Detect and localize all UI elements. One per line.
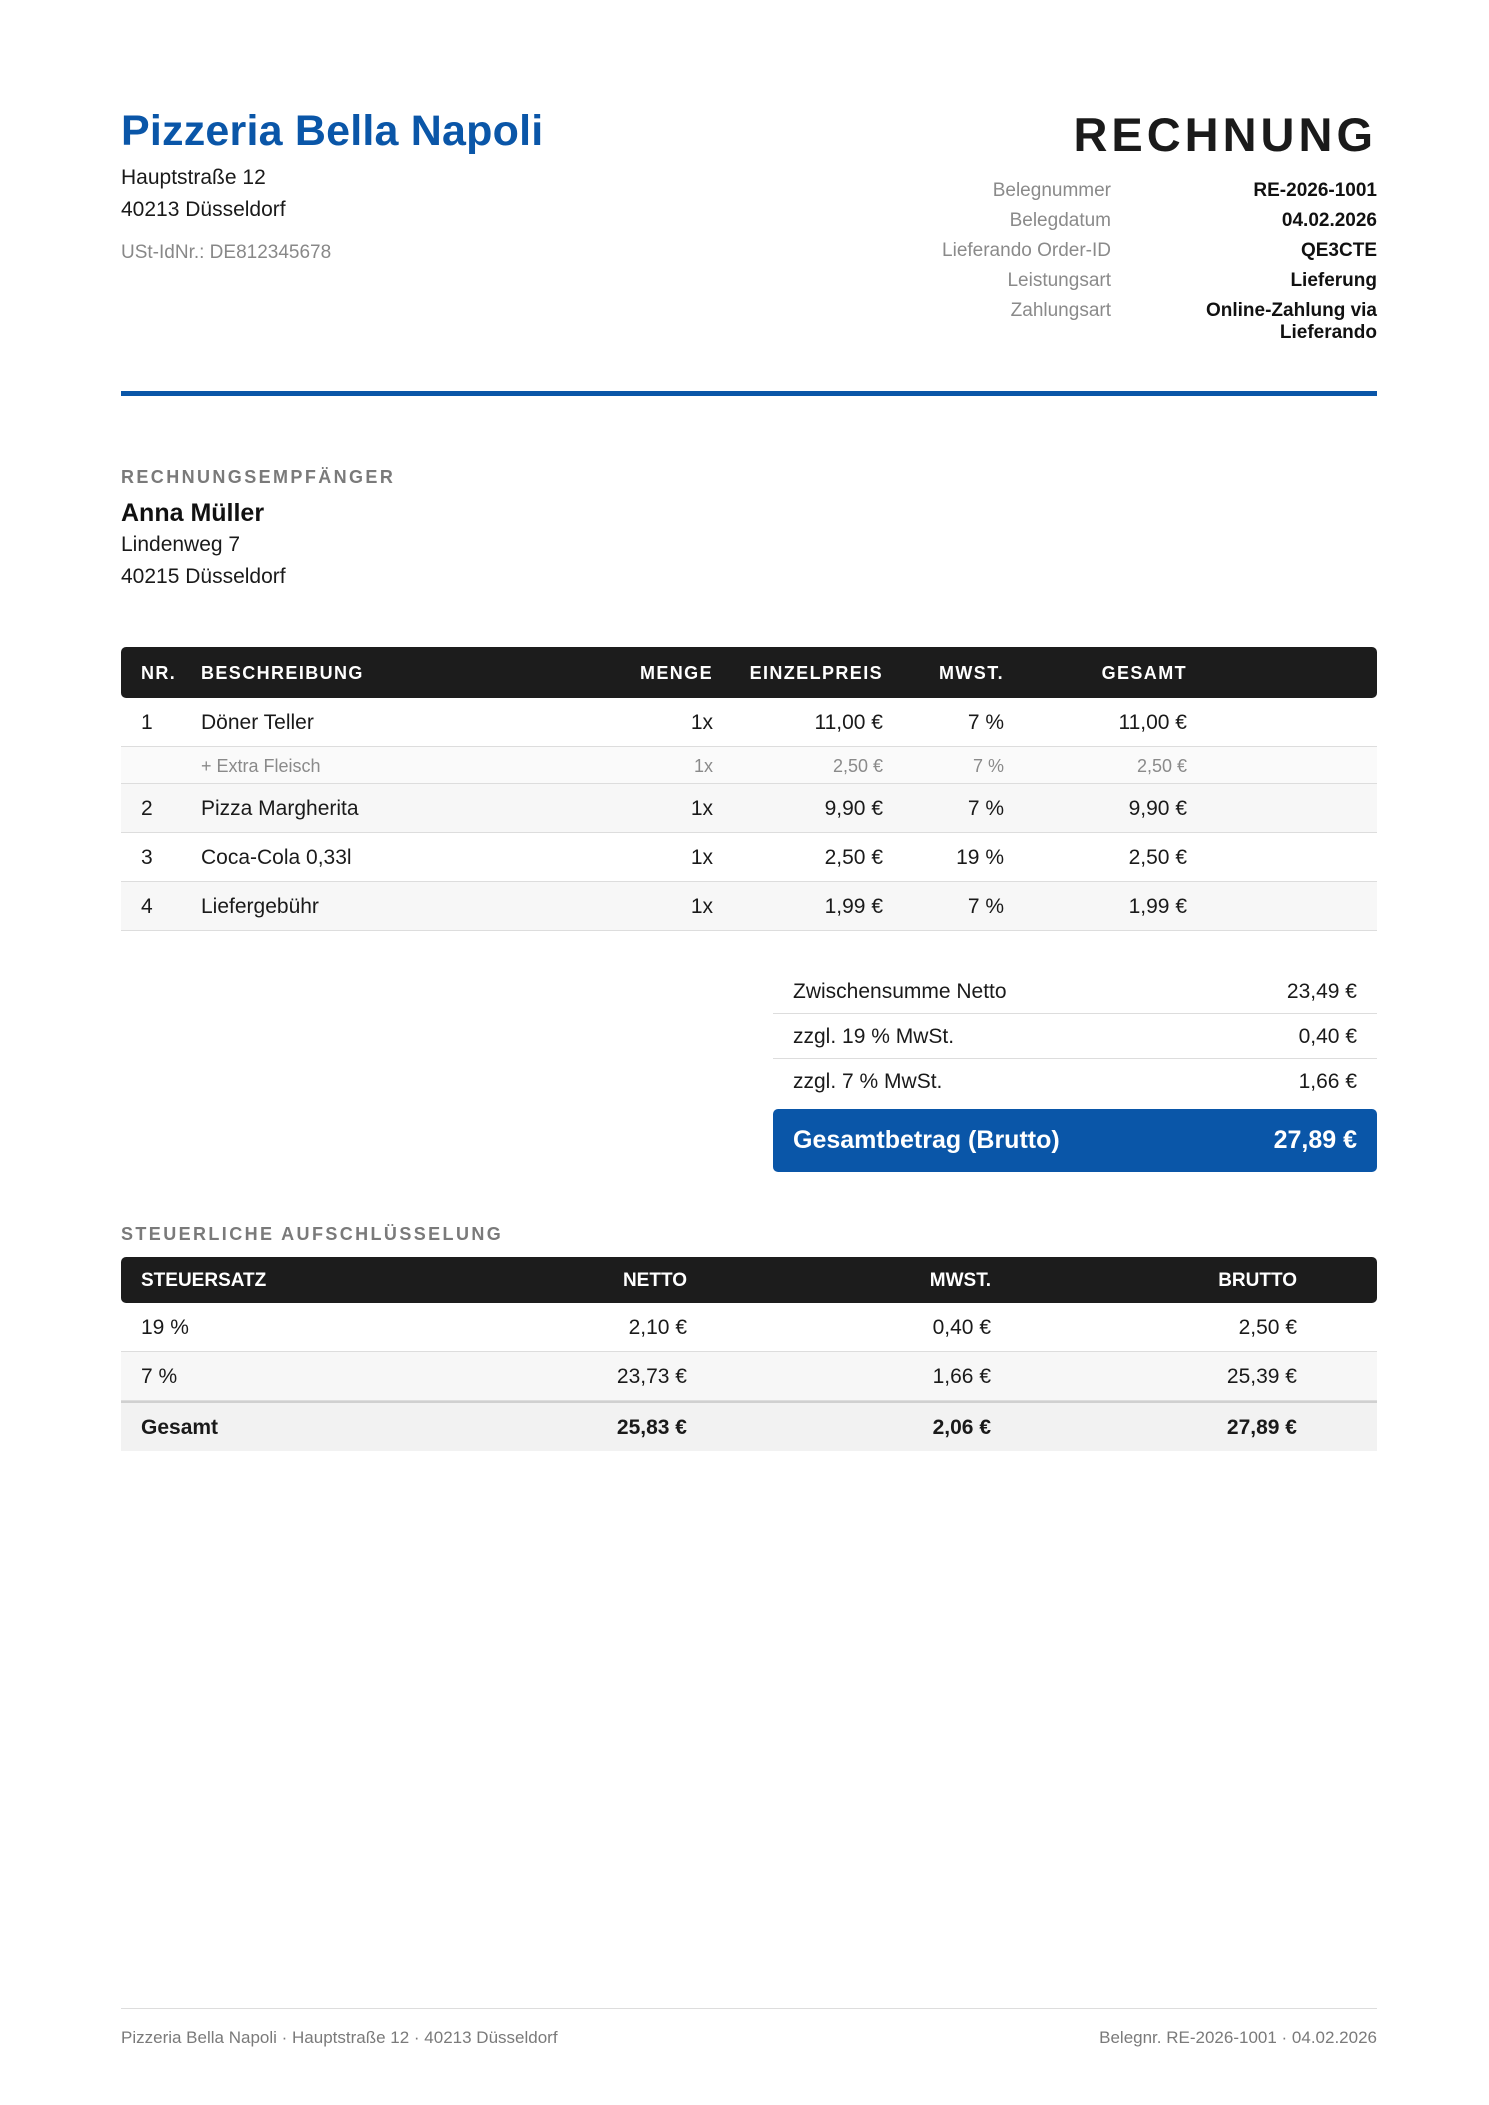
meta-value: Lieferung <box>1290 270 1377 291</box>
item-description: Döner Teller <box>201 711 314 734</box>
company-vat-id: USt-IdNr.: DE812345678 <box>121 242 332 263</box>
item-description: Pizza Margherita <box>201 797 359 820</box>
tax-total-row <box>121 1401 1377 1451</box>
item-vat-rate: 7 % <box>967 895 1004 918</box>
item-nr: 2 <box>141 797 153 820</box>
tax-vat: 1,66 € <box>932 1365 991 1388</box>
tax-table-header <box>121 1257 1377 1303</box>
header-quantity: MENGE <box>639 663 713 683</box>
item-quantity: 1x <box>690 895 713 918</box>
table-row <box>121 1303 1377 1352</box>
footer-company: Pizzeria Bella Napoli · Hauptstraße 12 · 40213 Düsseldorf <box>121 2028 558 2047</box>
item-nr: 1 <box>141 711 153 734</box>
document-title: RECHNUNG <box>1073 108 1377 161</box>
header-vat: MWST. <box>929 1270 991 1291</box>
item-unit-price: 2,50 € <box>824 846 883 869</box>
header-tax-rate: STEUERSATZ <box>141 1270 267 1291</box>
meta-value: 04.02.2026 <box>1281 210 1377 231</box>
tax-gross: 25,39 € <box>1226 1365 1297 1388</box>
item-nr: 4 <box>141 895 153 918</box>
item-description: + Extra Fleisch <box>201 756 321 776</box>
totals-row <box>773 969 1377 1014</box>
tax-vat: 0,40 € <box>932 1316 991 1339</box>
header-divider <box>121 391 1377 396</box>
meta-row <box>880 240 1377 262</box>
item-total: 2,50 € <box>1128 846 1187 869</box>
item-quantity: 1x <box>690 797 713 820</box>
items-table <box>121 647 1377 931</box>
item-unit-price: 9,90 € <box>824 797 883 820</box>
item-total: 9,90 € <box>1128 797 1187 820</box>
tax-total-label: Gesamt <box>141 1416 219 1439</box>
grand-total-value: 27,89 € <box>1273 1126 1357 1154</box>
tax-gross: 2,50 € <box>1238 1316 1297 1339</box>
header-gross: BRUTTO <box>1218 1270 1297 1291</box>
item-nr: 3 <box>141 846 153 869</box>
item-quantity: 1x <box>690 711 713 734</box>
header-net: NETTO <box>622 1270 687 1291</box>
meta-label: Belegnummer <box>992 180 1111 201</box>
tax-total-net: 25,83 € <box>616 1416 687 1439</box>
totals-row <box>773 1059 1377 1104</box>
table-row <box>121 1352 1377 1401</box>
tax-net: 2,10 € <box>628 1316 687 1339</box>
grand-total-box <box>773 1109 1377 1172</box>
item-unit-price: 2,50 € <box>832 756 883 776</box>
meta-value: QE3CTE <box>1300 240 1377 261</box>
item-vat-rate: 7 % <box>967 797 1004 820</box>
table-row <box>121 833 1377 882</box>
header-description: BESCHREIBUNG <box>201 663 364 683</box>
totals-label: zzgl. 7 % MwSt. <box>793 1070 943 1093</box>
tax-rate: 7 % <box>141 1365 178 1388</box>
totals-block <box>773 969 1377 1104</box>
company-name: Pizzeria Bella Napoli <box>121 107 544 155</box>
tax-section-label: STEUERLICHE AUFSCHLÜSSELUNG <box>121 1224 504 1244</box>
company-street: Hauptstraße 12 <box>121 166 266 189</box>
meta-row <box>880 270 1377 292</box>
item-vat-rate: 7 % <box>967 711 1004 734</box>
item-vat-rate: 19 % <box>956 846 1004 869</box>
tax-table <box>121 1257 1377 1451</box>
recipient-name: Anna Müller <box>121 499 265 527</box>
totals-value: 0,40 € <box>1298 1025 1357 1048</box>
company-city: 40213 Düsseldorf <box>121 198 286 221</box>
grand-total-label: Gesamtbetrag (Brutto) <box>793 1126 1060 1154</box>
header-unit-price: EINZELPREIS <box>749 663 883 683</box>
item-total: 11,00 € <box>1118 711 1187 734</box>
meta-row <box>880 300 1377 344</box>
table-row <box>121 698 1377 747</box>
meta-row <box>880 180 1377 202</box>
item-unit-price: 1,99 € <box>824 895 883 918</box>
totals-row <box>773 1014 1377 1059</box>
meta-label: Leistungsart <box>1007 270 1111 291</box>
header-vat: MWST. <box>939 663 1004 683</box>
recipient-city: 40215 Düsseldorf <box>121 565 286 588</box>
header-total: GESAMT <box>1101 663 1187 683</box>
totals-value: 23,49 € <box>1286 980 1357 1003</box>
totals-value: 1,66 € <box>1298 1070 1357 1093</box>
tax-rate: 19 % <box>141 1316 189 1339</box>
item-quantity: 1x <box>690 846 713 869</box>
document-meta <box>880 180 1377 352</box>
meta-label: Zahlungsart <box>1010 300 1111 321</box>
totals-label: Zwischensumme Netto <box>793 980 1007 1003</box>
meta-label: Lieferando Order-ID <box>942 240 1111 261</box>
meta-label: Belegdatum <box>1009 210 1111 231</box>
header-nr: NR. <box>141 663 177 683</box>
item-unit-price: 11,00 € <box>814 711 883 734</box>
item-quantity: 1x <box>693 756 713 776</box>
table-row <box>121 882 1377 931</box>
tax-net: 23,73 € <box>616 1365 687 1388</box>
totals-label: zzgl. 19 % MwSt. <box>793 1025 955 1048</box>
item-description: Coca-Cola 0,33l <box>201 846 352 869</box>
recipient-section-label: RECHNUNGSEMPFÄNGER <box>121 467 396 487</box>
table-row-addon <box>121 747 1377 784</box>
meta-value: RE-2026-1001 <box>1253 180 1377 201</box>
meta-value: Online-Zahlung via Lieferando <box>1205 300 1377 343</box>
footer-document-ref: Belegnr. RE-2026-1001 · 04.02.2026 <box>1099 2028 1377 2047</box>
tax-total-gross: 27,89 € <box>1226 1416 1297 1439</box>
table-row <box>121 784 1377 833</box>
item-description: Liefergebühr <box>201 895 319 918</box>
item-total: 2,50 € <box>1136 756 1187 776</box>
items-table-header <box>121 647 1377 698</box>
recipient-street: Lindenweg 7 <box>121 533 241 556</box>
item-vat-rate: 7 % <box>972 756 1004 776</box>
meta-row <box>880 210 1377 232</box>
footer-divider <box>121 2008 1377 2009</box>
item-total: 1,99 € <box>1128 895 1187 918</box>
tax-total-vat: 2,06 € <box>932 1416 991 1439</box>
